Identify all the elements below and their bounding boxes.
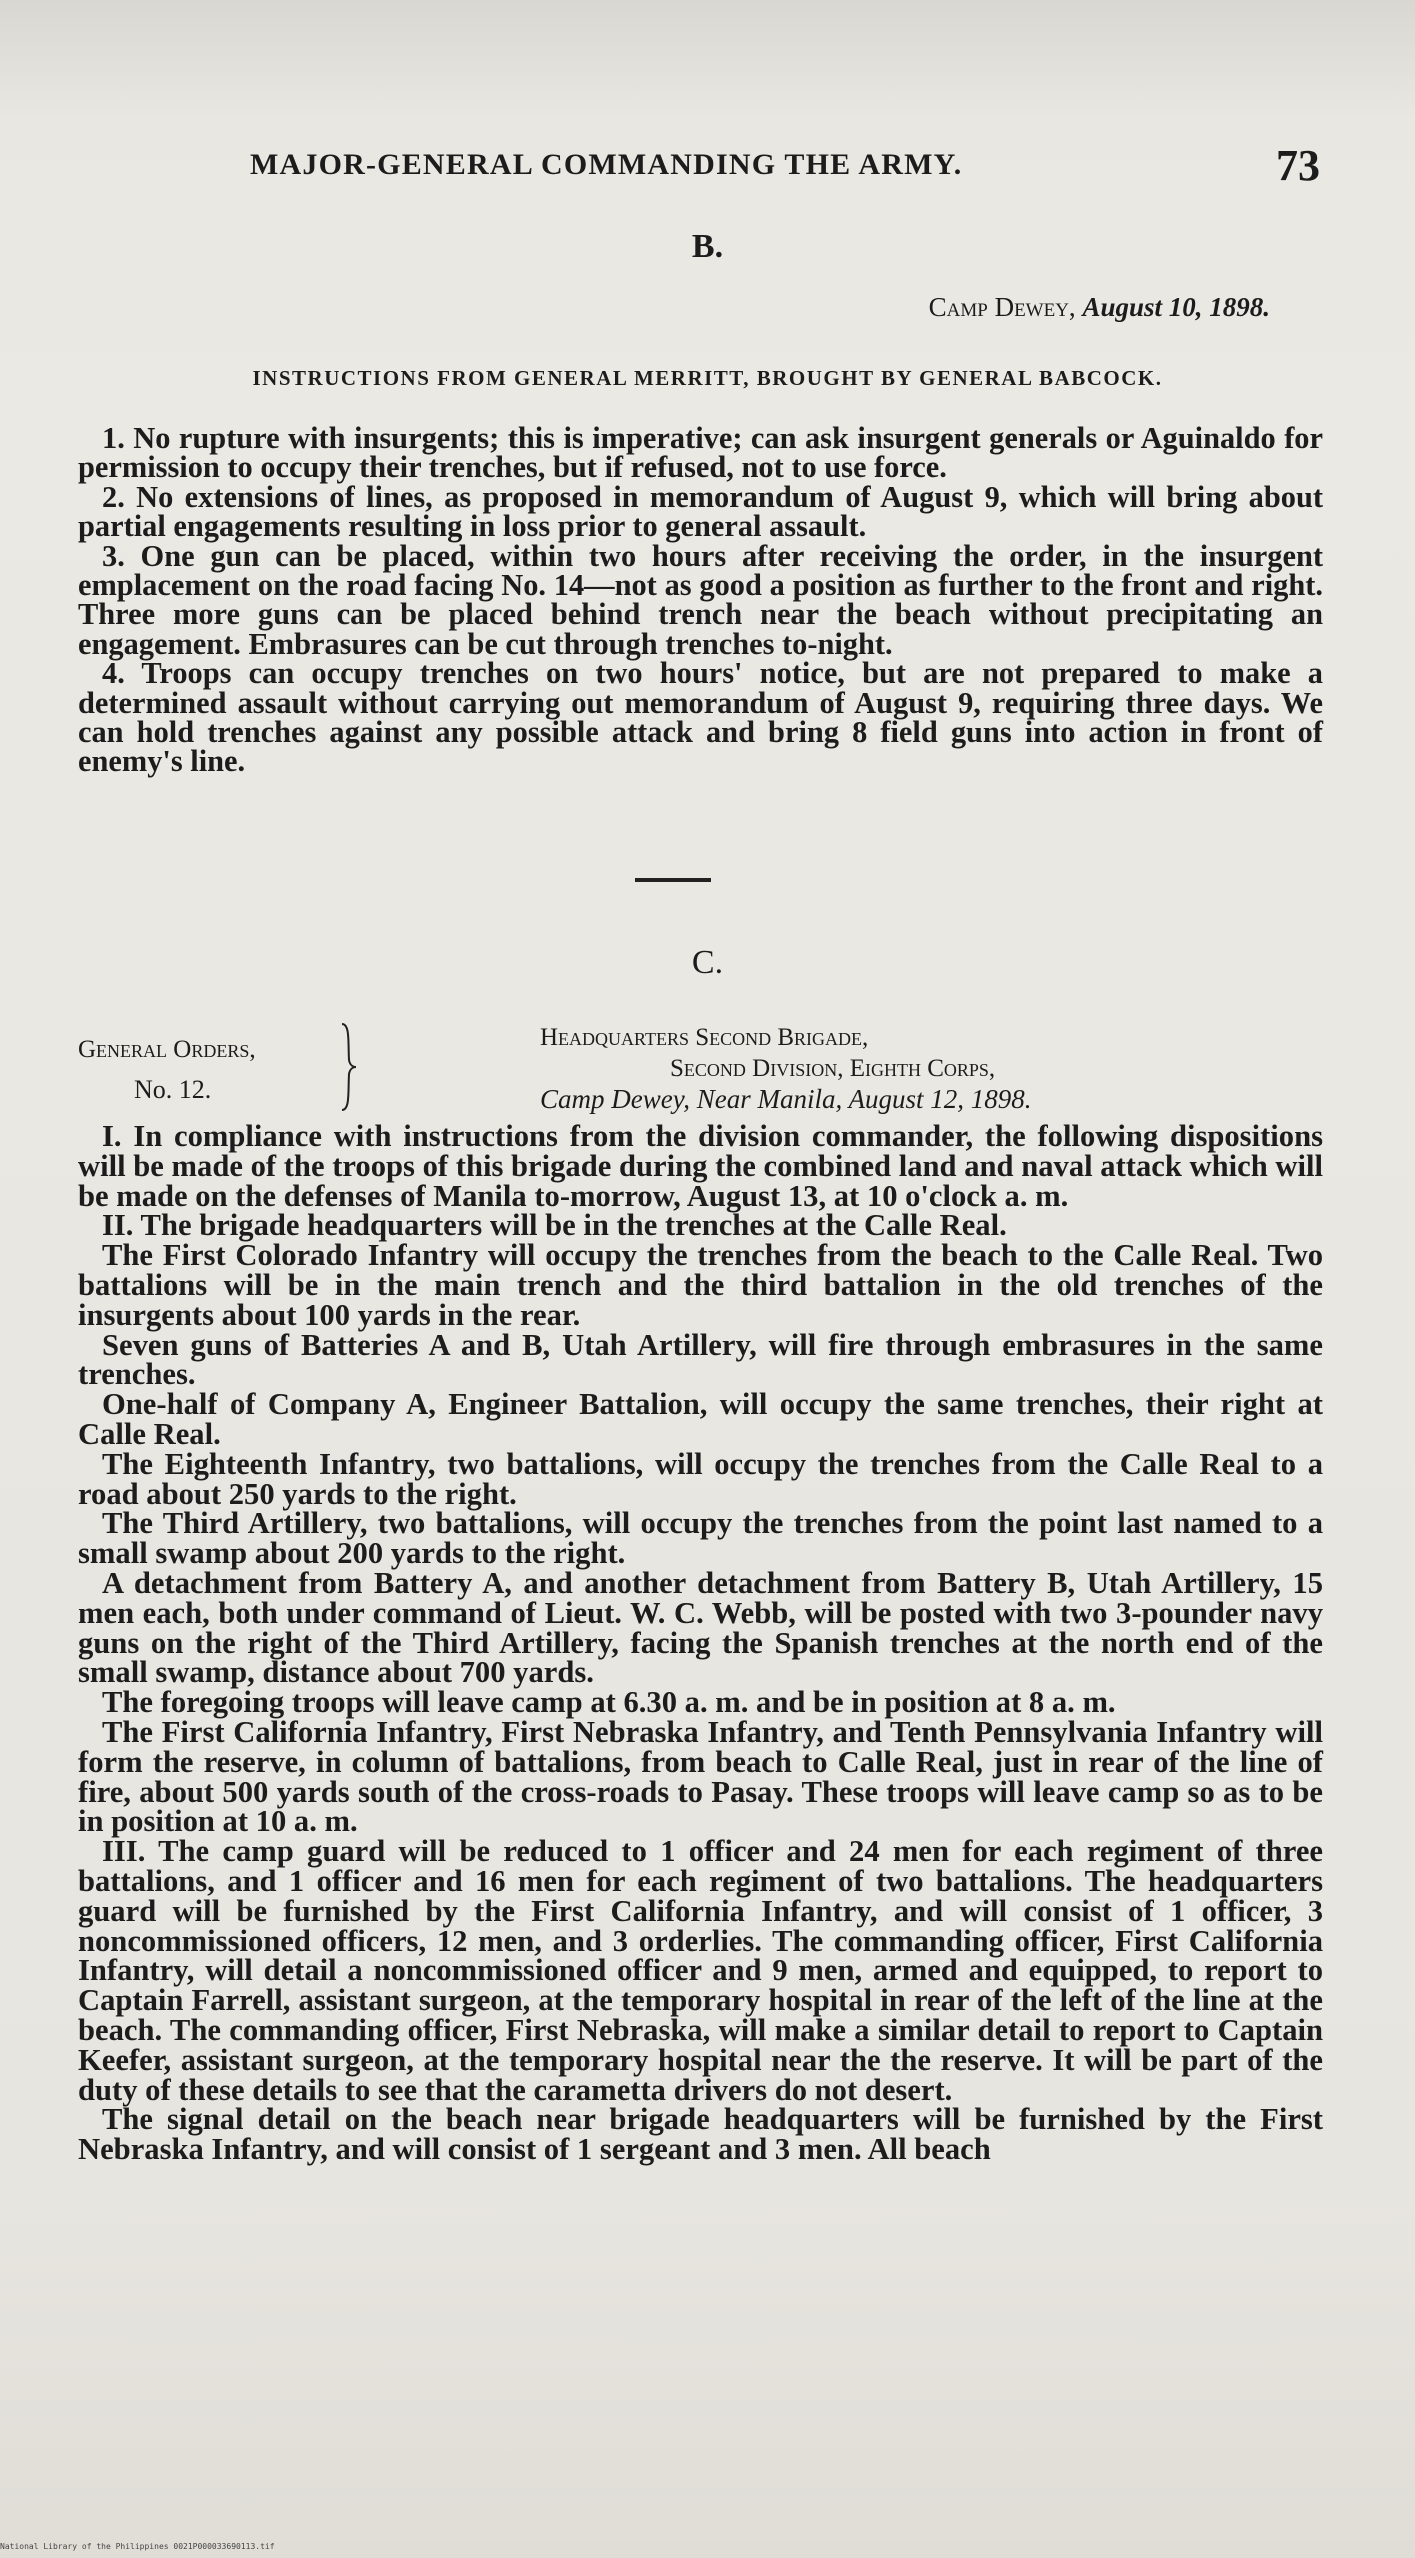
general-orders-label <box>78 1030 256 1110</box>
section-b-letter: B. <box>691 228 724 265</box>
section-c-paragraph: The First Colorado Infantry will occupy the trenches from the beach to the Calle Real. Two battalions will be in the main trench and the third battalion in the old trenches of the insurgents about 100 yards in the rear. <box>78 1238 1323 1332</box>
hq-line-1: Headquarters Second Brigade, <box>540 1024 869 1051</box>
section-b-subheading: INSTRUCTIONS FROM GENERAL MERRITT, BROUGHT BY GENERAL BABCOCK. <box>252 366 1163 390</box>
dateline-date: August 10, 1898. <box>1082 292 1270 322</box>
page-number: 73 <box>1276 141 1320 190</box>
hq-line-2: Second Division, Eighth Corps, <box>670 1055 996 1082</box>
section-c-paragraph: II. The brigade headquarters will be in the trenches at the Calle Real. <box>102 1208 1007 1243</box>
section-b-paragraph-1: 1. No rupture with insurgents; this is imperative; can ask insurgent generals or Aguinaldo for permission to occupy their trenches, but if refused, not to use force. <box>78 421 1323 485</box>
section-c-paragraph: The Eighteenth Infantry, two battalions, will occupy the trenches from the Calle Real to a road about 250 yards to the right. <box>78 1446 1323 1511</box>
section-c-paragraph: One-half of Company A, Engineer Battalion, will occupy the same trenches, their right at Calle Real. <box>78 1387 1323 1451</box>
section-c-paragraph: The signal detail on the beach near brigade headquarters will be furnished by the First Nebraska Infantry, and will consist of 1 sergeant and 3 men. All beach <box>78 2102 1323 2167</box>
scan-source-footer: National Library of the Philippines 0021P000033690113.tif <box>0 2542 275 2551</box>
section-b-dateline <box>929 292 1270 323</box>
orders-number: No. 12. <box>134 1075 212 1104</box>
section-c-letter: C. <box>691 944 724 981</box>
running-head: MAJOR-GENERAL COMMANDING THE ARMY. <box>250 148 963 181</box>
section-c-paragraph: The First California Infantry, First Nebraska Infantry, and Tenth Pennsylvania Infantry will form the reserve, in column of battalions, from beach to Calle Real, just in rear of the line of fire, about 500 yards south of the cross-roads to Pasay. These troops will leave camp so as to be in position at 10 a. m. <box>78 1714 1323 1839</box>
section-b-paragraph-4: 4. Troops can occupy trenches on two hours' notice, but are not prepared to make a determined assault without carrying out memorandum of August 9, requiring three days. We can hold trenches against any possible attack and bring 8 field guns into action in front of enemy's line. <box>78 656 1323 779</box>
section-c-paragraph: The foregoing troops will leave camp at 6.30 a. m. and be in position at 8 a. m. <box>102 1685 1116 1720</box>
section-c-paragraph: Seven guns of Batteries A and B, Utah Artillery, will fire through embrasures in the same trenches. <box>78 1327 1323 1392</box>
orders-label: General Orders, <box>78 1036 256 1063</box>
section-c-paragraph: I. In compliance with instructions from the division commander, the following dispositions will be made of the troops of this brigade during the combined land and naval attack which will be made on the defenses of Manila to-morrow, August 13, at 10 o'clock a. m. <box>78 1119 1323 1213</box>
page-header <box>250 140 1320 190</box>
headquarters-heading <box>540 1022 1031 1115</box>
section-b-body <box>78 421 1323 779</box>
section-c-body <box>78 1119 1323 2167</box>
section-c-paragraph: A detachment from Battery A, and another detachment from Battery B, Utah Artillery, 15 men each, both under command of Lieut. W. C. Webb, will be posted with two 3-pounder navy guns on the right of the Third Artillery, facing the Spanish trenches at the north end of the small swamp, distance about 700 yards. <box>78 1565 1323 1690</box>
section-b-paragraph-3: 3. One gun can be placed, within two hours after receiving the order, in the insurgent emplacement on the road facing No. 14—not as good a position as further to the front and right. Three more guns can be placed behind trench near the beach without precipitating an engagement. Embrasures can be cut through trenches to-night. <box>78 538 1323 661</box>
section-divider <box>635 878 711 882</box>
hq-line-3: Camp Dewey, Near Manila, August 12, 1898. <box>540 1084 1032 1114</box>
dateline-place: Camp Dewey, <box>928 292 1076 322</box>
brace-icon <box>340 1022 358 1112</box>
section-b-paragraph-2: 2. No extensions of lines, as proposed in memorandum of August 9, which will bring about partial engagements resulting in loss prior to general assault. <box>78 479 1323 544</box>
section-c-paragraph: III. The camp guard will be reduced to 1 officer and 24 men for each regiment of three battalions, and 1 officer and 16 men for each regiment of two battalions. The headquarters guard will be furnished by the First California Infantry, and will consist of 1 officer, 3 noncommissioned officers, 12 men, and 3 orderlies. The commanding officer, First California Infantry, will detail a noncommissioned officer and 9 men, armed and equipped, to report to Captain Farrell, assistant surgeon, at the temporary hospital in rear of the left of the line at the beach. The commanding officer, First Nebraska, will make a similar detail to report to Captain Keefer, assistant surgeon, at the temporary hospital near the the reserve. It will be part of the duty of these details to see that the carametta drivers do not desert. <box>78 1834 1323 2107</box>
section-c-paragraph: The Third Artillery, two battalions, will occupy the trenches from the point last named to a small swamp about 200 yards to the right. <box>78 1506 1323 1571</box>
